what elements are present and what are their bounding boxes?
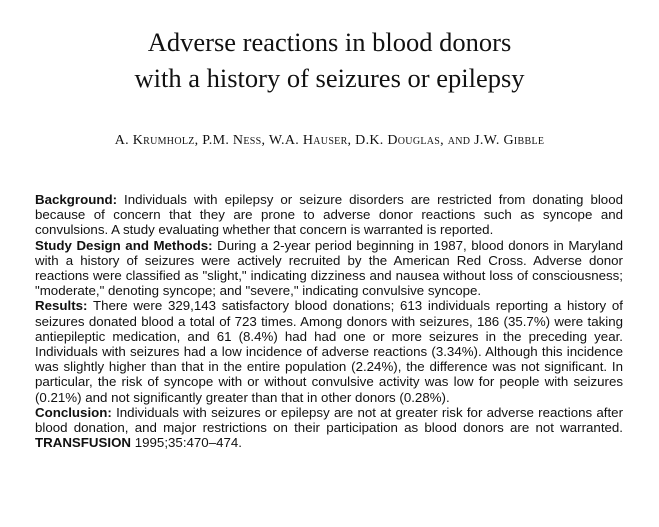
background-text: Individuals with epilepsy or seizure disorders are restricted from donating blood because of concern that they are prone to adverse donor reactions such as syncope and convulsions. A study evaluating whether that concern is warranted is reported.	[35, 192, 623, 238]
paper-title	[0, 24, 659, 96]
citation: 1995;35:470–474.	[134, 435, 242, 451]
background-label: Background:	[35, 192, 118, 207]
conclusion-label: Conclusion:	[35, 404, 112, 420]
conclusion-text: Individuals with seizures or epilepsy are not at greater risk for adverse reactions after blood donation, and major restrictions on their participation as blood donors are not warranted.	[35, 404, 623, 436]
author-list: A. Krumholz, P.M. Ness, W.A. Hauser, D.K. Douglas, and J.W. Gibble	[114, 133, 545, 148]
results-label: Results:	[35, 298, 88, 314]
journal-name: TRANSFUSION	[35, 435, 132, 451]
results-text: There were 329,143 satisfactory blood donations; 613 individuals reporting a history of seizures donated blood a total of 723 times. Among donors with seizures, 186 (35.7%) were taking antiepileptic medication, and 61 (8.4%) had had one or more seizures in the preceding year. Individuals with seizures had a low incidence of adverse reactions (3.34%). Although this incidence was slightly higher than that in the entire population (2.24%), the difference was not significant. In particular, the risk of syncope with or without convulsive activity was low for people with seizures (0.21%) and not significantly greater than that in other donors (0.28%).	[35, 298, 623, 405]
methods-text: During a 2-year period beginning in 1987, blood donors in Maryland with a history of seizures were actively recruited by the American Red Cross. Adverse donor reactions were classified as "slight," indicating dizziness and nausea without loss of consciousness; "moderate," denoting syncope; and "severe," indicating convulsive syncope.	[35, 237, 624, 299]
abstract-conclusion	[35, 405, 623, 451]
title-line-1: Adverse reactions in blood donors	[147, 27, 512, 57]
title-line-2: with a history of seizures or epilepsy	[134, 63, 525, 93]
abstract-background	[35, 192, 623, 238]
methods-label: Study Design and Methods:	[35, 237, 213, 253]
abstract	[35, 192, 623, 450]
abstract-results	[35, 298, 623, 404]
abstract-methods	[35, 238, 623, 299]
